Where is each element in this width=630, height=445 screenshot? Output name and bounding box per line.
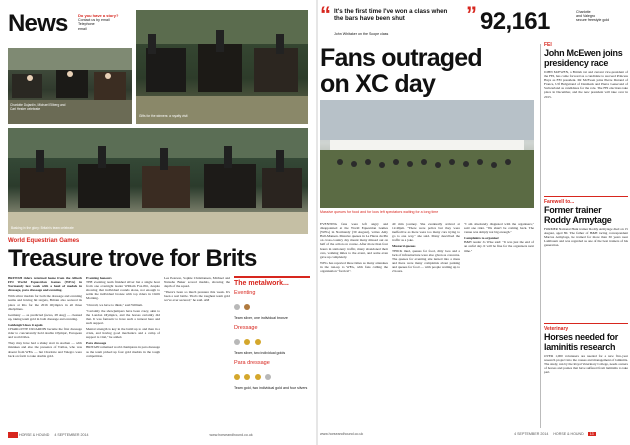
hint-line1: Contact us by email — [78, 18, 110, 23]
footer-date-right: 4 SEPTEMBER 2014 — [514, 432, 549, 436]
page-gutter — [316, 0, 318, 445]
xc-col2-subhead: Mustard queues — [392, 244, 416, 249]
quote-text: It's the first time I've won a class when the bars have been shut — [334, 8, 448, 22]
photo-xc-queues-illustration — [320, 100, 534, 208]
medals-group-para — [234, 360, 310, 390]
medals-group-item: Team silver, two individual golds — [234, 351, 286, 356]
brief-story-vet: OVER 1,000 volunteers are needed for a new five-year research project into the causes and management of laminitis. The study, run by the Royal Veterinary College, needs owners of horses and ponies that have suffered from laminitis to take part. — [544, 354, 628, 375]
main-photo-caption: Basking in the glory: Britain's team celebrate — [11, 226, 74, 230]
photo-dressage-podium — [8, 48, 132, 124]
story-col-1 — [8, 276, 82, 426]
medals-group-dressage — [234, 325, 310, 355]
footer-right — [320, 432, 626, 436]
xc-col-1 — [320, 222, 388, 428]
story-col2-p4: Mental strength is key in the build up to and then in a crisis, and having good mechanics and a camp of support is vital," he added. — [86, 327, 160, 340]
medal-bronze-icon — [244, 304, 250, 310]
story-col1-p4: CHARLOTTE DUJARDIN became the first dressage rider to concurrently hold double Olympic, European and world titles. — [8, 327, 82, 340]
photo-caption-right: Gifts for the winners: a royalty visit — [139, 114, 188, 118]
medals-group-item: Team silver, one individual bronze — [234, 316, 288, 320]
column-divider — [540, 44, 541, 428]
xc-photo-caption: Massive queues for food and for loos left spectators waiting for a long time — [320, 210, 439, 214]
medals-group-name: Dressage — [234, 325, 258, 332]
xc-headline-line1: Fans outraged — [320, 44, 482, 72]
news-in-brief — [544, 42, 628, 428]
hint-line2: Telephone — [78, 22, 95, 27]
medal-gold-icon — [244, 339, 250, 345]
big-number-caption — [576, 10, 622, 23]
footer-brand-left: HORSE & HOUND — [19, 432, 50, 437]
medal-silver-icon — [265, 374, 271, 380]
story-col1-subhead: Goldengirl does it again — [8, 322, 43, 327]
brief-story-farewell: FORMER National Hunt trainer Roddy Armytage died on 15 August, aged 80. The father of H&H racing correspondent Marcus Armytage, he trained for more than 30 years near Lambourn and was regarded as one of the best trainers of his generation. — [544, 227, 628, 248]
story-kicker: World Equestrian Games — [8, 238, 80, 244]
hint-line3: email — [78, 26, 87, 31]
footer-brand-right: HORSE & HOUND — [553, 432, 584, 436]
footer-url-right: www.horseandhound.co.uk — [320, 432, 364, 436]
medal-silver-icon — [234, 304, 240, 310]
quote-mark: “ — [320, 2, 331, 27]
story-col2-p3: "Certainly the showjumpers have been crazy, akin to the London Olympics, and the horses certainly did that. It was fantastic to have such a turnout here and such support. — [86, 308, 160, 325]
photo-team-celebration-illustration — [8, 128, 308, 234]
story-col2-p2: "Overall, we have to think," said William. — [86, 302, 143, 307]
story-headline: Treasure trove for Brits — [8, 245, 257, 272]
medals-group-item: Team gold, two individual gold and four silvers — [234, 386, 308, 391]
medal-gold-icon — [244, 374, 250, 380]
photo-caption-left: Charlotte Dujardin, Michael Eilberg and Carl Hester celebrate — [10, 103, 66, 111]
photo-royalty-illustration — [136, 10, 308, 124]
xc-col1-p1: EVENTING fans were left angry and disappointed at the World Equestrian Games (WEG) in Normandy (30 August), writes Amy Hall-Mansen. Massive queues in Le Haras du Pin on cross-country day meant many missed out on half of the action on course. After more than four hours in stationary traffic, many abandoned their cars, walking miles to the event, and some even gave up completely. — [320, 222, 388, 259]
brief-headline-farewell: Former trainer Roddy Armytage — [544, 205, 612, 225]
photo-royalty — [136, 10, 308, 124]
story-col1-p5: They may have had a shaky start in Aachen — with mistakes and also the presence of Totilas, who was absent from WEG — but Charlotte and Valegro were back on form to take double gold. — [8, 341, 82, 358]
story-col3-p1: Lee Pearson, Sophie Christiansen, Michael and Natasha Baker scored medals, showing the depth of the squad. — [164, 276, 230, 289]
story-col3-p2: "There's been so much pressure this week. It's been a real battle. That's the toughest team gold we've ever secured," he said. AM — [164, 290, 230, 303]
xc-col1-p2: WEG has reported three times as many attendees in the run-up to WEG, with fans calling the organisation "farcical". — [320, 260, 388, 274]
footer-page-num-right: 13 — [589, 432, 594, 436]
medals-medal-row — [234, 332, 310, 350]
medals-group-name: Para dressage — [234, 360, 270, 367]
right-page — [320, 0, 630, 445]
medals-medal-row — [234, 297, 310, 315]
xc-col2-p1: 40 min journey. She eventually arrived at 12.40pm. "There were police but they were ineffective as there were too many cars trying to go to one way," she said. Many described the traffic as a joke. — [392, 222, 460, 243]
section-title-news: News — [8, 10, 68, 37]
brief-kicker-vet: Veterinary — [544, 323, 628, 332]
story-col2-subhead: Eventing honours — [86, 276, 112, 280]
big-number-quote-mark: ” — [466, 2, 477, 27]
story-intro: BRITISH riders returned home from the Alltech FEI World Equestrian Games (WEG) in Normandy last week with a haul of medals in dressage, para dressage and eventing. — [8, 276, 82, 293]
medals-medal-row — [234, 367, 310, 385]
medal-silver-icon — [234, 339, 240, 345]
brief-kicker-farewell: Farewell to... — [544, 196, 628, 205]
medals-title: The metalwork... — [234, 280, 289, 287]
photo-xc-queues — [320, 100, 534, 208]
medal-gold-icon — [255, 374, 261, 380]
brief-story-fei: JOHN McEWEN, a British vet and current vice-president of the FEI, has come forward as a candidate to succeed Princess Haya as FEI president. Mr McEwen joins Pierre Durand of France, Ulf Helgstrand of Denmark and Pierre Genecand of Switzerland as candidates for the role. The FEI elections take place in December, and the new president will take over in 2015. — [544, 70, 628, 99]
medals-group-name: Eventing — [234, 290, 256, 296]
footer-page-num-left — [8, 432, 18, 438]
story-col1-p3: Germany — as predicted (news, 28 Aug) — cleaned up, taking team gold in both dressage and eventing. — [8, 312, 82, 321]
medals-group-eventing — [234, 290, 310, 320]
story-col-3 — [164, 276, 230, 426]
quote-attribution: John Whitaker on the Scope class — [334, 32, 389, 36]
xc-col2-p2: THICK mud, queues for food, dirty loos and a lack of infrastructure were also given as concerns. The queues for eventing site turned into a mess and there were many complaints about parking and queues for food — with people waiting up to 2 hours. — [392, 248, 460, 274]
photo-dressage-podium-illustration — [8, 48, 132, 124]
footer-date-left: 4 SEPTEMBER 2014 — [54, 432, 89, 437]
medal-gold-icon — [255, 339, 261, 345]
brief-headline-vet: Horses needed for laminitis research — [544, 332, 618, 352]
big-number-caption-3: secure freestyle gold — [576, 18, 610, 23]
big-number-caption-2: and Valegro — [576, 14, 596, 19]
big-number-caption-1: Charlotte — [576, 10, 591, 14]
xc-col3-p2: H&H reader Jo Wise said: "It was just the end of an awful day. It will be fine for the organisers next time." — [464, 240, 534, 253]
xc-col3-subhead: Complaints to organiser — [464, 236, 500, 241]
footer-url-left: www.horseandhound.co.uk — [209, 432, 253, 437]
footer-left — [8, 432, 308, 438]
xc-col3-p1: "I am absolutely disgusted with the organisers," said one rider. "We shan't be coming back. The venue was simply not big enough." — [464, 222, 534, 235]
medals-box — [234, 276, 310, 410]
story-col2-p5: BRITAIN remained world champions in para dressage as the team picked up four gold medals in the tough competition. — [86, 345, 160, 358]
brief-headline-fei: John McEwen joins presidency race — [544, 48, 623, 68]
story-col-2 — [86, 276, 160, 426]
brief-kicker-fei: FEI — [544, 42, 552, 48]
story-col2-p1: THE eventing team finished silver but a single hour from one overnight leader William Fox-Pitt, despite showing that individual rounds alone, not enough to settle the individual bronze with top riders in Chilli Morning. — [86, 280, 160, 301]
xc-headline-line2: on XC day — [320, 70, 436, 98]
xc-col-2 — [392, 222, 460, 428]
story-col1-p2: With silver medals for both the dressage and eventing teams and having hit targets, Britain also secured its place at Rio for the 2016 Olympics in all three disciplines. — [8, 294, 82, 311]
xc-col-3 — [464, 222, 534, 428]
hint-title: Do you have a story? — [78, 13, 119, 18]
story-col2-subhead2: Para dressage — [86, 341, 107, 346]
photo-team-celebration — [8, 128, 308, 234]
medal-gold-icon — [234, 374, 240, 380]
big-number: 92,161 — [480, 8, 550, 35]
